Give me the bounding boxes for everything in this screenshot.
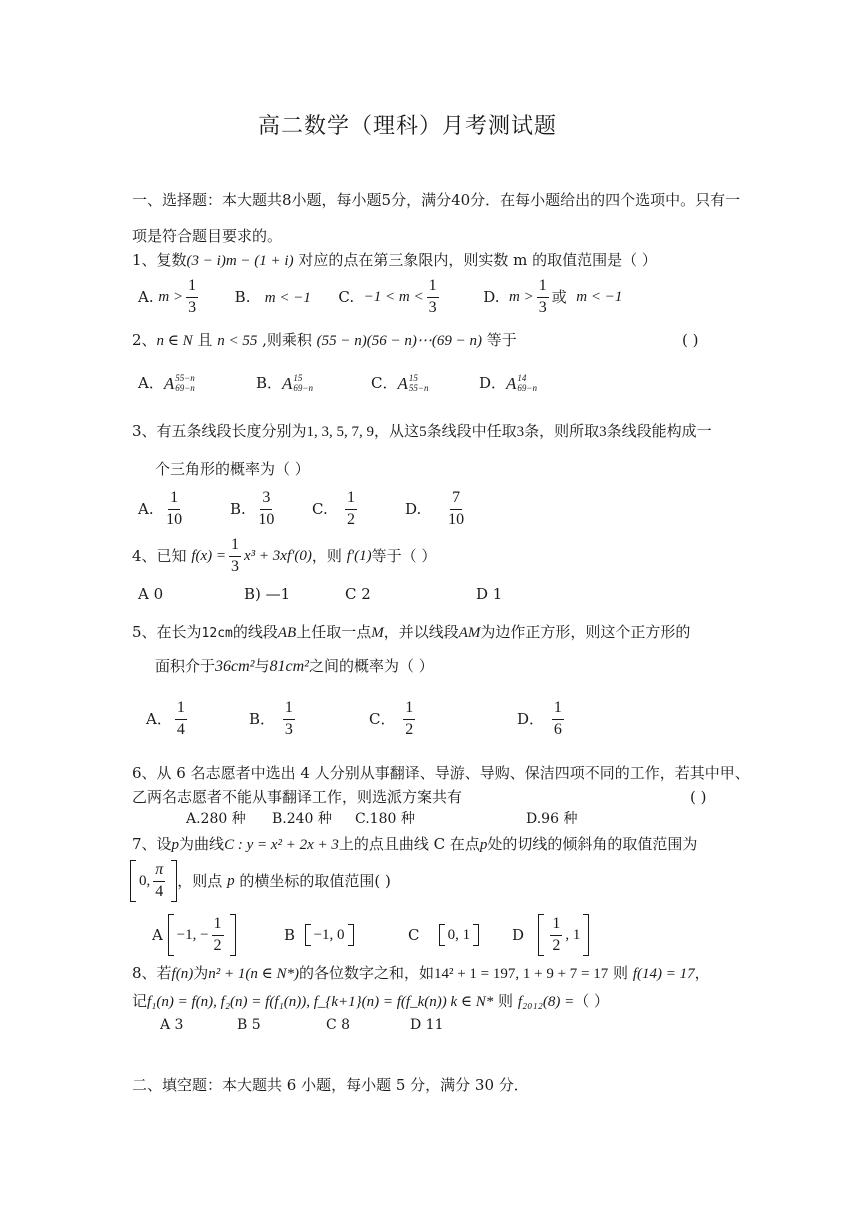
q4-fx: f(x) = [191,547,227,564]
q5-M: M [371,625,384,641]
question-2-options [138,374,537,394]
frac-den: 4 [155,882,164,900]
q8-text-d: 则 [613,964,629,982]
q3-option-b-label: B. [230,499,246,518]
q1-option-c [338,278,441,317]
q5-text-2c: 之间的概率为（ ） [308,657,434,675]
q1-option-c-fraction [427,278,439,317]
q2-prefix: 2、 [132,331,157,349]
q2-and: 且 [192,331,218,349]
q1-option-d [483,278,622,317]
q8-text-c: 的各位数字之和，如 [298,964,434,982]
q7-p: p [171,837,180,853]
q7-option-d-interval [538,914,589,956]
q7-option-c [408,924,512,946]
frac-den: 2 [405,720,414,738]
frac-den: 2 [213,936,222,954]
q4-prefix: 4、已知 [132,546,187,565]
frac-den: 10 [448,510,465,528]
question-1-options [138,278,622,317]
question-3-line1 [132,424,712,440]
perm-symbol: A [397,374,408,394]
question-5-options [146,700,567,739]
q8-option-c: C 8 [326,1017,351,1033]
q5-AB: AB [277,625,297,641]
frac-num: 1 [186,278,198,298]
q2-cond: n ∈ N [156,333,193,349]
q1-text: 对应的点在第三象限内，则实数 m 的取值范围是（ ） [293,251,657,269]
q3-five: 5 [419,424,427,440]
perm-sub: 69−n [293,382,313,393]
q7-text-d: 处的切线的倾斜角的取值范围为 [487,835,698,853]
q8-option-b: B 5 [237,1017,261,1033]
q6-answer-paren: ( ) [690,788,707,806]
question-7-line2 [130,860,391,902]
perm-sub: 69−n [175,382,195,393]
q4-expr: x³ + 3xf′(0) [244,547,312,564]
question-2-stem [132,333,517,349]
q4-option-d: D 1 [476,585,503,603]
frac-num: 1 [550,916,562,936]
q3-option-c-fraction [345,490,357,529]
q7-option-c-value: 0, 1 [447,926,471,943]
q7-option-d [512,914,589,956]
q2-option-a [138,374,256,394]
question-3-options [138,490,467,529]
q4-option-a: A 0 [138,585,164,603]
q1-option-c-expr: −1 < m < [363,288,424,305]
q7-text-2b: 的横坐标的取值范围( ) [239,871,391,890]
q3-option-c [312,490,405,529]
perm-symbol: A [506,374,517,394]
q5-len: 12cm [201,626,233,641]
q5-area1: 36cm² [215,658,255,675]
frac-num: 1 [168,490,180,510]
q1-option-a [138,278,201,317]
q5-text-e: 为边作正方形，则这个正方形的 [480,623,691,641]
question-5-line1 [132,625,690,641]
q3-text-e: 条线段能构成一 [606,422,712,440]
q7-option-a-interval [168,914,236,956]
q5-text-2a: 面积介于 [155,657,216,675]
q2-product: (55 − n)(56 − n)⋯(69 − n) [316,333,482,349]
q3-option-b-fraction [258,490,274,529]
q1-option-d-label: D. [483,287,500,306]
question-6-line2: 乙两名志愿者不能从事翻译工作，则选派方案共有 [132,788,463,806]
frac-den: 10 [258,510,275,528]
q8-text-b: 为 [193,964,209,982]
q6-option-c: C.180 种 [355,811,415,827]
q3-nums: 1, 3, 5, 7, 9 [306,424,375,440]
question-3-line2: 个三角形的概率为（ ） [155,460,310,478]
q4-option-b: B) —1 [244,585,291,603]
q3-text-b: ，从这 [374,422,420,440]
q2-option-d-perm [506,374,537,394]
frac-num: 1 [427,278,439,298]
q7-range-bracket [130,860,177,902]
q7-p3: p [227,872,235,889]
section2-header: 二、填空题：本大题共 6 小题，每小题 5 分，满分 30 分． [132,1076,529,1094]
frac-den: 3 [284,720,293,738]
question-6-line1: 6、从 6 名志愿者中选出 4 人分别从事翻译、导游、导购、保洁四项不同的工作，若其中甲、 [132,764,750,782]
q1-expression: (3 − i)m − (1 + i) [186,253,294,269]
frac-den: 6 [553,720,562,738]
frac-num: 1 [212,916,224,936]
q7-option-a-label: A [152,925,163,944]
frac-den: 3 [428,298,437,316]
q8-option-a: A 3 [160,1017,184,1033]
q3-text-d: 条，则所取 [524,422,600,440]
q4-suffix: 等于（ ） [371,546,437,565]
q6-option-b: B.240 种 [272,811,332,827]
q7-range-left: 0, [139,872,151,889]
q7-range-fraction [153,862,165,901]
q5-option-b [249,700,369,739]
question-7-line1 [132,837,697,853]
q2-text: ,则乘积 [257,331,317,349]
q1-option-a-expr: m > [158,288,184,305]
q5-text-b: 的线段 [232,623,278,641]
q4-option-c: C 2 [345,585,371,603]
q3-option-d [405,490,467,529]
q2-cond2: n < 55 [217,333,258,349]
frac-num: 3 [260,490,272,510]
q7-p2: p [479,837,488,853]
frac-den: 3 [538,298,547,316]
q1-option-d-fraction [537,278,549,317]
q5-text-c: 上任取一点 [296,623,372,641]
frac-den: 10 [166,510,183,528]
q5-option-a [146,700,249,739]
q1-option-a-label: A. [138,287,154,306]
q5-option-b-fraction [283,700,295,739]
q8-expr1: n² + 1(n ∈ N*) [208,966,299,982]
q3-option-d-label: D. [405,499,422,518]
q8-fn: f(n) [171,966,194,982]
frac-num: π [153,862,165,882]
q5-option-a-fraction [175,700,187,739]
q7-option-a-left: −1, − [176,926,209,943]
q5-area2: 81cm² [269,658,309,675]
q3-option-b [230,490,312,529]
q7-option-b-value: −1, 0 [313,926,345,943]
perm-sup: 14 [517,373,527,383]
q8-f14: f(14) = 17 [632,966,695,982]
q7-option-b-interval [305,924,354,946]
frac-den: 3 [231,557,240,575]
q2-option-c-perm [397,374,428,394]
q5-AM: AM [458,625,481,641]
q6-option-d: D.96 种 [526,811,578,827]
q2-option-d-label: D． [479,374,507,393]
q5-option-d-label: D． [517,709,545,728]
q1-option-b-expr: m < −1 [264,289,311,306]
frac-num: 1 [552,700,564,720]
question-8-line2 [132,994,609,1010]
q7-text-a: 7、设 [132,835,172,853]
section1-header-line1: 一、选择题：本大题共8小题，每小题5分，满分40分．在每小题给出的四个选项中。只有一 [132,191,741,209]
q4-fraction [229,537,241,576]
q8-example: 14² + 1 = 197, 1 + 9 + 7 = 17 [433,966,609,982]
q7-option-d-label: D [512,925,525,944]
q2-option-d [479,374,537,394]
frac-num: 1 [403,700,415,720]
perm-sup: 15 [293,373,303,383]
q3-three2: 3 [599,424,607,440]
q3-three: 3 [516,424,525,440]
q8-f2012: f₂₀₁₂(8) = [517,994,575,1010]
q5-option-a-label: A． [146,709,172,728]
q5-option-c-fraction [403,700,415,739]
q3-text-a: 3、有五条线段长度分别为 [132,422,307,440]
q2-option-b-label: B． [256,374,283,393]
q1-option-d-or: 或 [551,287,567,306]
q1-option-b-label: B. [234,287,251,306]
question-8-line1 [132,966,710,982]
q3-option-a [138,490,230,529]
q2-answer-paren: ( ) [682,331,699,349]
question-7-options [152,914,589,956]
q7-option-d-fraction [550,916,562,955]
frac-num: 1 [345,490,357,510]
q5-text-d: ，并以线段 [383,623,459,641]
q8-option-d: D 11 [410,1017,444,1033]
q8-text-a: 8、若 [132,964,172,982]
q7-option-b-label: B [284,925,296,944]
q7-curve: C : y = x² + 2x + 3 [224,837,339,853]
q5-text-a: 5、在长为 [132,623,202,641]
perm-sub: 69−n [517,382,537,393]
q7-option-b [284,924,408,946]
q7-option-a [152,914,284,956]
q1-option-c-label: C. [338,287,355,306]
q1-option-d-expr: m > [509,288,534,305]
frac-den: 4 [176,720,185,738]
q5-option-d [517,700,567,739]
q7-option-c-interval [439,924,480,946]
q5-option-c-label: C． [369,709,396,728]
q4-f1: f′(1) [346,547,372,564]
q5-option-c [369,700,517,739]
q2-option-c-label: C． [371,374,398,393]
q8-text-2c: （ ） [574,992,609,1010]
q2-option-b-perm [282,374,313,394]
frac-num: 1 [175,700,187,720]
q1-prefix: 1、复数 [132,251,187,269]
q7-option-a-fraction [212,916,224,955]
q2-option-b [256,374,371,394]
perm-sup: 15 [408,373,418,383]
frac-num: 1 [283,700,295,720]
q7-text-c: 上的点且曲线 C 在点 [338,835,480,853]
q5-option-b-label: B． [249,709,276,728]
question-5-line2 [155,659,434,675]
frac-num: 7 [450,490,462,510]
perm-symbol: A [163,374,175,394]
q5-option-d-fraction [552,700,564,739]
q4-mid: ，则 [311,546,342,565]
q7-text-b: 为曲线 [179,835,225,853]
q2-option-a-label: A． [138,374,164,393]
q3-text-c: 条线段中任取 [426,422,517,440]
q8-text-2a: 记 [132,992,148,1010]
q1-option-b [235,288,311,306]
q2-option-a-perm [164,374,195,394]
q3-option-a-label: A. [138,499,154,518]
q6-option-a: A.280 种 [186,811,246,827]
frac-den: 3 [188,298,197,316]
q7-option-c-label: C [408,925,420,944]
q1-option-a-fraction [186,278,198,317]
q2-suffix: 等于 [481,331,517,349]
q3-option-a-fraction [166,490,182,529]
page-title: 高二数学（理科）月考测试题 [258,114,558,139]
perm-symbol: A [282,374,293,394]
q7-option-d-right: , 1 [565,926,581,943]
q8-defs: f₁(n) = f(n), f₂(n) = f(f₁(n)), f_{k+1}(n) = f(f_k(n)) k ∈ N* [147,994,494,1010]
q2-option-c [371,374,479,394]
perm-sup: 55−n [175,373,195,383]
q8-text-2b: 则 [498,992,514,1010]
perm-sub: 55−n [408,382,429,393]
q3-option-d-fraction [448,490,464,529]
question-4-stem [132,537,436,576]
section1-header-line2: 项是符合题目要求的。 [132,227,283,245]
q7-text-2a: ，则点 [177,871,223,890]
q8-text-e: ， [694,964,710,982]
question-1-stem [132,253,657,269]
q3-option-c-label: C. [312,499,328,518]
frac-den: 2 [552,936,561,954]
frac-num: 1 [537,278,549,298]
q5-text-2b: 与 [254,657,270,675]
frac-num: 1 [229,537,241,557]
frac-den: 2 [347,510,356,528]
q1-option-d-expr2: m < −1 [576,288,623,305]
